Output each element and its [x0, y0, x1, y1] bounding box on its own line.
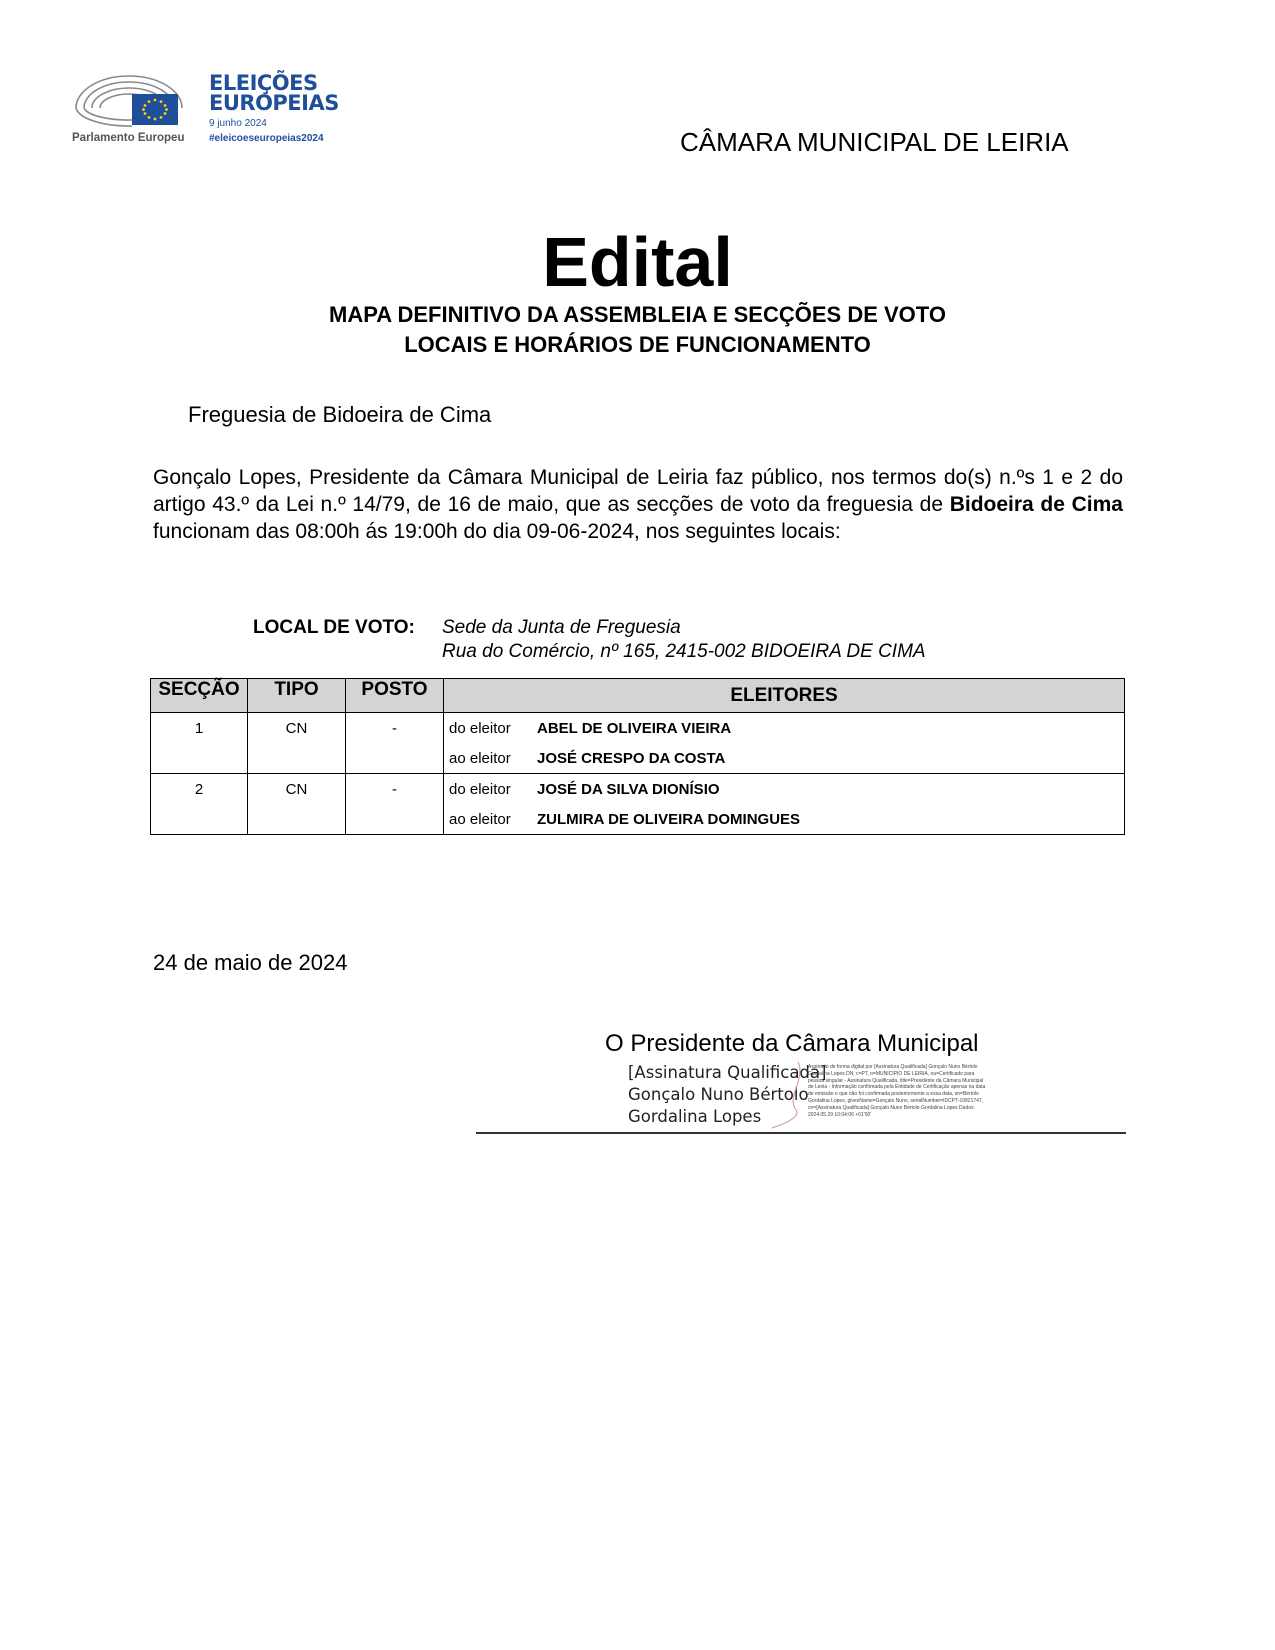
voter-range-to: ao eleitor JOSÉ CRESPO DA COSTA [444, 743, 1125, 774]
logo-caption: Parlamento Europeu [72, 132, 185, 144]
table-row [151, 804, 1125, 835]
section-post: - [346, 774, 444, 805]
page-title: Edital [542, 223, 733, 301]
document-date: 24 de maio de 2024 [153, 950, 348, 975]
logo-hashtag: #eleicoeseuropeias2024 [209, 133, 324, 144]
announcement-paragraph: Gonçalo Lopes, Presidente da Câmara Municipal de Leiria faz público, nos termos do(s) n.ºs 1 e 2 do artigo 43.º da Lei n.º 14/79, de 16 de maio, que as secções de voto da freguesia de Bidoeira de Cima funcionam das 08:00h ás 19:00h do dia 09-06-2024, nos seguintes locais: [153, 466, 1123, 543]
table-row [151, 774, 1125, 805]
sections-table [150, 678, 1125, 835]
municipality-name: CÂMARA MUNICIPAL DE LEIRIA [680, 127, 1069, 157]
header-eleitores: ELEITORES [444, 679, 1125, 713]
signer-title: O Presidente da Câmara Municipal [605, 1030, 979, 1057]
header-tipo: TIPO [248, 679, 346, 713]
signature-name: [Assinatura Qualificada] Gonçalo Nuno Bértolo Gordalina Lopes [628, 1063, 827, 1126]
parish-name: Freguesia de Bidoeira de Cima [188, 402, 492, 427]
voting-place-address: Rua do Comércio, nº 165, 2415-002 BIDOEIRA DE CIMA [442, 641, 926, 662]
voter-range-from: do eleitor ABEL DE OLIVEIRA VIEIRA [444, 713, 1125, 744]
european-parliament-logo [72, 68, 339, 158]
section-number: 2 [151, 774, 248, 805]
parish-bold: Bidoeira de Cima [949, 493, 1123, 516]
voting-place-name: Sede da Junta de Freguesia [442, 617, 681, 638]
table-header-row [151, 679, 1125, 713]
header-posto: POSTO [346, 679, 444, 713]
voting-place-label: LOCAL DE VOTO: [253, 617, 415, 638]
section-type: CN [248, 774, 346, 805]
logo-date: 9 junho 2024 [209, 118, 267, 129]
voter-range-to: ao eleitor ZULMIRA DE OLIVEIRA DOMINGUES [444, 804, 1125, 835]
section-number: 1 [151, 713, 248, 744]
table-row [151, 743, 1125, 774]
digital-signature-details: Assinado de forma digital por [Assinatura Qualificada] Gonçalo Nuno Bértolo Gordalina Lopes DN: c=PT, o=MUNICIPIO DE LEIRIA, ou=Certificado para pessoa singular - Assinatura Qualificada, title=Presidente da Câmara Municipal de Leiria - Informação confirmada pela Entidade de Certificação apenas na data de emissão e que não foi confirmada posteriormente a essa data, sn=Bértolo Gordalina Lopes, givenName=Gonçalo Nuno, serialNumber=IDCPT-10821747, cn=[Assinatura Qualificada] Gonçalo Nuno Bértolo Gordalina Lopes Dados: 2024.05.29 10:04:06 +01'00' [808, 1064, 986, 1118]
section-post: - [346, 713, 444, 744]
parliament-hemicycle-icon [72, 68, 187, 128]
subtitle-line-1: MAPA DEFINITIVO DA ASSEMBLEIA E SECÇÕES DE VOTO [329, 302, 946, 327]
signature-line [476, 1132, 1126, 1134]
voter-range-from: do eleitor JOSÉ DA SILVA DIONÍSIO [444, 774, 1125, 805]
subtitle-line-2: LOCAIS E HORÁRIOS DE FUNCIONAMENTO [404, 332, 871, 357]
table-row [151, 713, 1125, 744]
logo-title: ELEIÇÕES EUROPEIAS [209, 71, 339, 115]
section-type: CN [248, 713, 346, 744]
header-seccao: SECÇÃO [151, 679, 248, 713]
